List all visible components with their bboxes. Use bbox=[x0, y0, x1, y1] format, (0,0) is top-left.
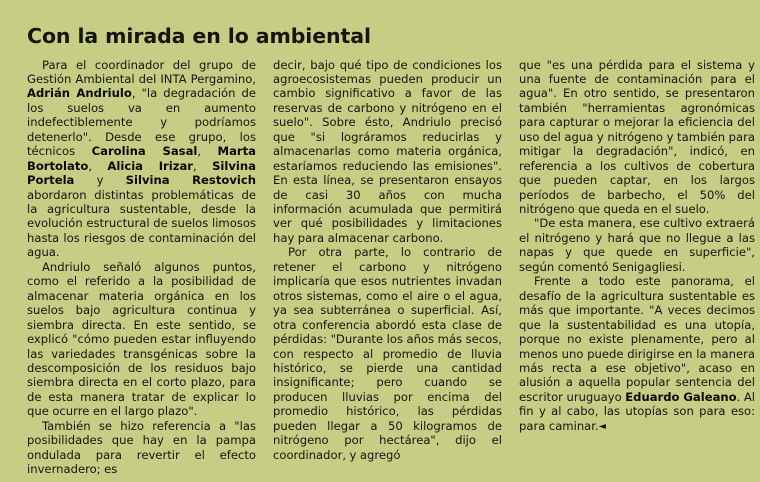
paragraph bbox=[519, 274, 755, 433]
person-name: Alicia Irizar bbox=[107, 158, 194, 173]
person-name: Adrián Andriulo bbox=[27, 86, 132, 101]
body-text: También se hizo referencia a "las posibilidades que hay en la pampa ondulada para revertir el efecto invernadero; es bbox=[27, 418, 256, 477]
body-text: Para el coordinador del grupo de Gestión Ambiental del INTA Pergamino, bbox=[27, 57, 256, 86]
body-text: y bbox=[74, 173, 126, 188]
body-text: Andriulo señaló algunos puntos, como el referido a la posibilidad de almacenar materia orgánica en los suelos bajo agricultura continua y siembra directa. En este sentido, se explicó "cómo pueden estar influyendo las variedades transgénicas sobre la descomposición de los residuos bajo siembra directa en el corto plazo, para de esta manera tratar de explicar lo que ocurre en el largo plazo". bbox=[27, 259, 256, 419]
person-name: Marta Bortolato bbox=[27, 144, 256, 173]
column-3 bbox=[519, 58, 755, 434]
paragraph bbox=[519, 58, 755, 217]
paragraph bbox=[27, 260, 256, 419]
body-text: , bbox=[88, 158, 108, 173]
person-name: Eduardo Galeano bbox=[625, 389, 737, 404]
page-title: Con la mirada en lo ambiental bbox=[27, 24, 371, 48]
body-text: decir, bajo qué tipo de condiciones los agroecosistemas pueden producir un cambio significativo a favor de las reservas de carbono y nitrógeno en el suelo". Sobre ésto, Andriulo precisó que "si lográramos reducirlas y almacenarlas como materia orgánica, estaríamos reduciendo las emisiones". En esta línea, se presentaron ensayos de casi 30 años con mucha información acumulada que permitirá ver qué posibilidades y limitaciones hay para almacenar carbono. bbox=[273, 57, 502, 245]
column-2 bbox=[273, 58, 502, 463]
paragraph bbox=[519, 216, 755, 274]
body-text: abordaron distintas problemáticas de la agricultura sustentable, desde la evolución estructural de suelos limosos hasta los riesgos de contaminación del agua. bbox=[27, 187, 256, 260]
body-text: Frente a todo este panorama, el desafío de la agricultura sustentable es más que importante. "A veces decimos que la sustentabilidad es una utopía, porque no existe plenamente, pero al menos uno puede dirigirse en la manera más recta a ese objetivo", acaso en alusión a aquella popular sentencia del escritor uruguayo bbox=[519, 274, 755, 404]
paragraph bbox=[27, 419, 256, 477]
paragraph bbox=[273, 245, 502, 462]
body-text: . Al fin y al cabo, las utopías son para eso: para caminar. bbox=[519, 389, 755, 433]
person-name: Silvina Portela bbox=[27, 158, 256, 188]
body-text: , bbox=[197, 144, 218, 159]
body-text: , bbox=[193, 158, 213, 173]
paragraph bbox=[27, 58, 256, 260]
body-text: Por otra parte, lo contrario de retener el carbono y nitrógeno implicaría que esos nutrientes invadan otros sistemas, como el aire o el agua, ya sea subterránea o superficial. Así, otra conferencia abordó esta clase de pérdidas: "Durante los años más secos, con respecto al promedio de lluvia histórico, se pierde una cantidad insignificante; pero cuando se producen lluvias por encima del promedio histórico, las pérdidas pueden llegar a 50 kilogramos de nitrógeno por hectárea", dijo el coordinador, y agregó bbox=[273, 245, 502, 462]
person-name: Carolina Sasal bbox=[91, 144, 198, 159]
body-text: que "es una pérdida para el sistema y una fuente de contaminación para el agua". En otro sentido, se presentaron también "herramientas agronómicas para capturar o mejorar la eficiencia del uso del agua y nitrógeno y también para mitigar la degradación", indicó, en referencia a los cultivos de cobertura que pueden captar, en los largos períodos de barbecho, el 50% del nitrógeno que queda en el suelo. bbox=[519, 57, 755, 217]
paragraph bbox=[273, 58, 502, 246]
column-1 bbox=[27, 58, 256, 477]
person-name: Silvina Restovich bbox=[125, 173, 256, 188]
body-text: "De esta manera, ese cultivo extraerá el nitrógeno y hará que no llegue a las napas y que quede en superficie", según comentó Senigagliesi. bbox=[519, 216, 755, 274]
article-columns bbox=[27, 57, 755, 477]
body-text: , "la degradación de los suelos va en aumento indefectiblemente y podríamos detenerlo". Desde ese grupo, los técnicos bbox=[27, 86, 256, 159]
end-of-article-marker-icon: ◄ bbox=[598, 420, 606, 432]
